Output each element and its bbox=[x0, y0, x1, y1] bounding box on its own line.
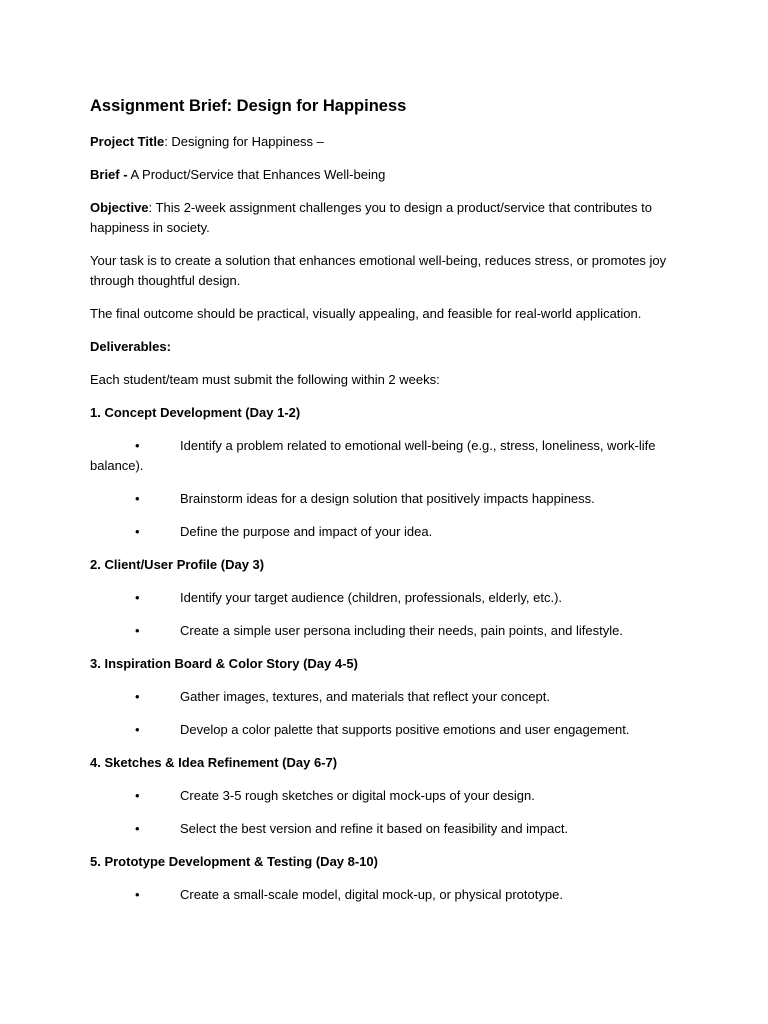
list-item-text: Select the best version and refine it based on feasibility and impact. bbox=[180, 821, 569, 836]
section-heading: 3. Inspiration Board & Color Story (Day 4-5) bbox=[90, 656, 358, 671]
bullet-icon: • bbox=[135, 623, 140, 638]
brief-label: Brief - bbox=[90, 167, 128, 182]
list-item-text: Identify a problem related to emotional well-being (e.g., stress, loneliness, work-life balance). bbox=[90, 438, 656, 473]
section-heading: 1. Concept Development (Day 1-2) bbox=[90, 405, 301, 420]
objective-value: : This 2-week assignment challenges you to design a product/service that contributes to happiness in society. bbox=[90, 200, 652, 235]
list-item bbox=[90, 786, 680, 806]
list-item bbox=[90, 436, 680, 476]
section-5 bbox=[90, 852, 680, 905]
list-item bbox=[90, 522, 680, 542]
bullet-icon: • bbox=[135, 887, 140, 902]
list-item bbox=[90, 819, 680, 839]
list-item bbox=[90, 588, 680, 608]
deliverables-intro: Each student/team must submit the following within 2 weeks: bbox=[90, 372, 440, 387]
list-item-text: Gather images, textures, and materials that reflect your concept. bbox=[180, 689, 550, 704]
project-title-line bbox=[90, 132, 680, 152]
deliverable-sections bbox=[90, 403, 680, 905]
list-item-text: Develop a color palette that supports positive emotions and user engagement. bbox=[180, 722, 630, 737]
outcome-paragraph: The final outcome should be practical, visually appealing, and feasible for real-world application. bbox=[90, 306, 642, 321]
section-1 bbox=[90, 403, 680, 542]
bullet-icon: • bbox=[135, 722, 140, 737]
list-item bbox=[90, 687, 680, 707]
bullet-icon: • bbox=[135, 438, 140, 453]
project-title-label: Project Title bbox=[90, 134, 165, 149]
list-item-text: Create 3-5 rough sketches or digital mock-ups of your design. bbox=[180, 788, 535, 803]
list-item-text: Create a simple user persona including their needs, pain points, and lifestyle. bbox=[180, 623, 623, 638]
list-item bbox=[90, 489, 680, 509]
list-item bbox=[90, 885, 680, 905]
objective-label: Objective bbox=[90, 200, 149, 215]
document-body bbox=[90, 96, 680, 918]
deliverables-heading: Deliverables: bbox=[90, 339, 171, 354]
bullet-icon: • bbox=[135, 524, 140, 539]
list-item-text: Brainstorm ideas for a design solution that positively impacts happiness. bbox=[180, 491, 595, 506]
list-item-text: Identify your target audience (children, professionals, elderly, etc.). bbox=[180, 590, 563, 605]
section-2 bbox=[90, 555, 680, 641]
task-paragraph: Your task is to create a solution that enhances emotional well-being, reduces stress, or promotes joy through thoughtful design. bbox=[90, 253, 667, 288]
bullet-icon: • bbox=[135, 788, 140, 803]
brief-line bbox=[90, 165, 680, 185]
brief-value: A Product/Service that Enhances Well-being bbox=[127, 167, 386, 182]
list-item-text: Define the purpose and impact of your idea. bbox=[180, 524, 433, 539]
bullet-icon: • bbox=[135, 590, 140, 605]
bullet-icon: • bbox=[135, 491, 140, 506]
document-title: Assignment Brief: Design for Happiness bbox=[90, 97, 407, 115]
section-heading: 5. Prototype Development & Testing (Day 8-10) bbox=[90, 854, 378, 869]
list-item-text: Create a small-scale model, digital mock-up, or physical prototype. bbox=[180, 887, 563, 902]
project-title-value: : Designing for Happiness – bbox=[164, 134, 324, 149]
section-heading: 4. Sketches & Idea Refinement (Day 6-7) bbox=[90, 755, 338, 770]
bullet-icon: • bbox=[135, 689, 140, 704]
bullet-icon: • bbox=[135, 821, 140, 836]
section-4 bbox=[90, 753, 680, 839]
objective-paragraph bbox=[90, 198, 680, 238]
list-item bbox=[90, 720, 680, 740]
section-heading: 2. Client/User Profile (Day 3) bbox=[90, 557, 265, 572]
section-3 bbox=[90, 654, 680, 740]
list-item bbox=[90, 621, 680, 641]
